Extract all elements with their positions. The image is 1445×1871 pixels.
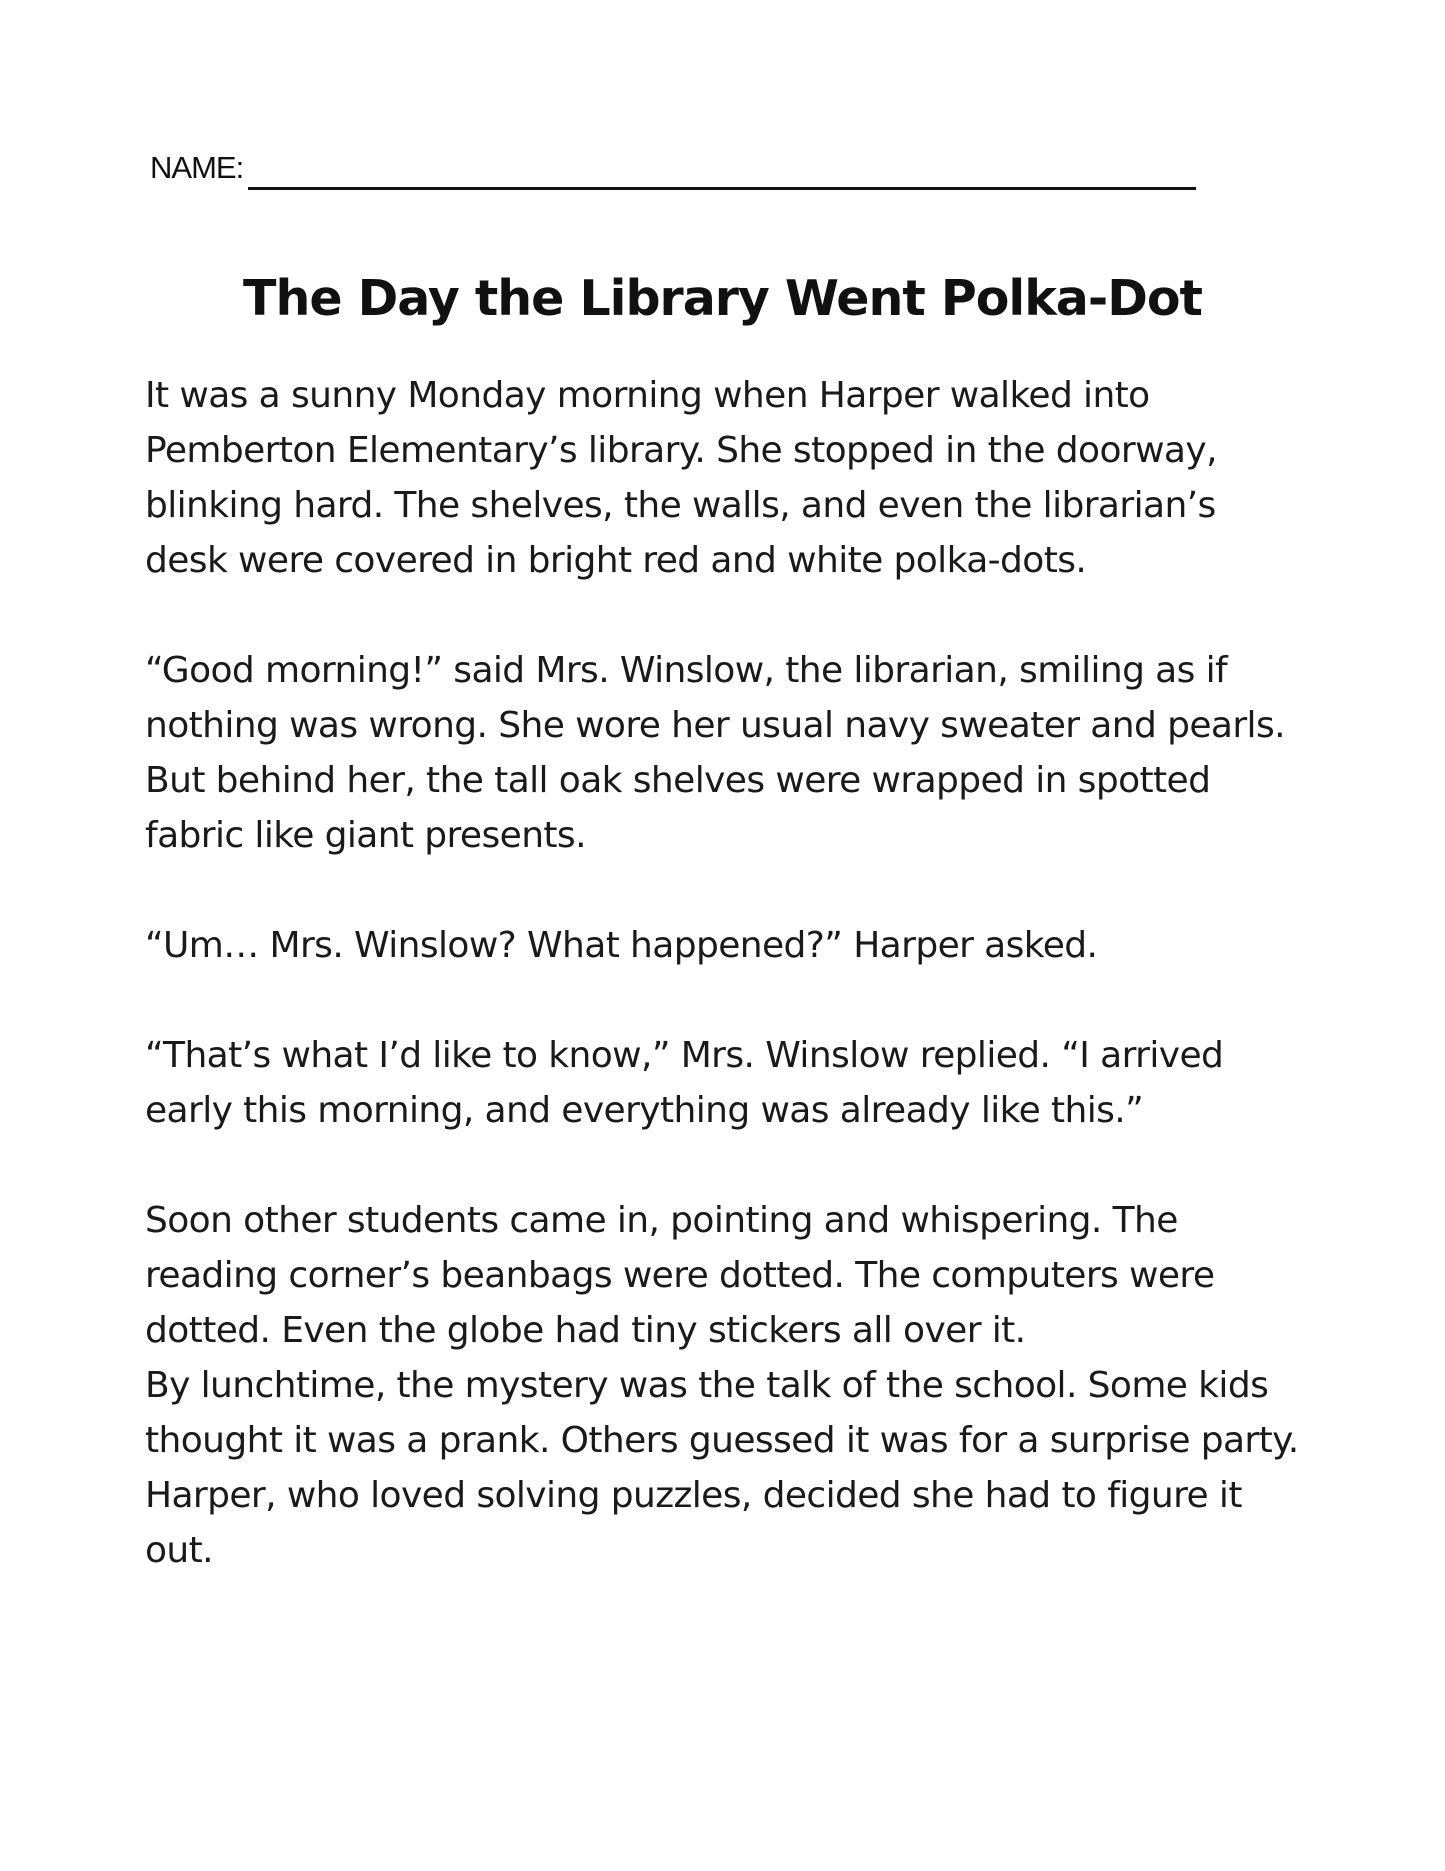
name-field-row (150, 148, 1210, 198)
name-blank-line[interactable] (248, 187, 1196, 190)
story-paragraph-5: Soon other students came in, pointing and whispering. The reading corner’s beanbags were dotted. The computers were dotted. Even the globe had tiny stickers all over it. (145, 1200, 1215, 1351)
story-body (145, 368, 1305, 1633)
name-label: NAME: (150, 150, 244, 185)
story-paragraph-1: It was a sunny Monday morning when Harper walked into Pemberton Elementary’s library. She stopped in the doorway, blinking hard. The shelves, the walls, and even the librarian’s desk were covered in bright red and white polka-dots. (145, 375, 1217, 581)
story-paragraph-6: By lunchtime, the mystery was the talk of the school. Some kids thought it was a prank. Others guessed it was for a surprise party. Harper, who loved solving puzzles, decided she had to figure it out. (145, 1365, 1299, 1571)
story-paragraph-3: “Um… Mrs. Winslow? What happened?” Harper asked. (145, 925, 1098, 966)
story-paragraph-2: “Good morning!” said Mrs. Winslow, the librarian, smiling as if nothing was wrong. She wore her usual navy sweater and pearls. But behind her, the tall oak shelves were wrapped in spotted fabric like giant presents. (145, 650, 1285, 856)
story-title: The Day the Library Went Polka-Dot (243, 270, 1202, 327)
story-paragraph-4: “That’s what I’d like to know,” Mrs. Winslow replied. “I arrived early this morning, and everything was already like this.” (145, 1035, 1224, 1131)
